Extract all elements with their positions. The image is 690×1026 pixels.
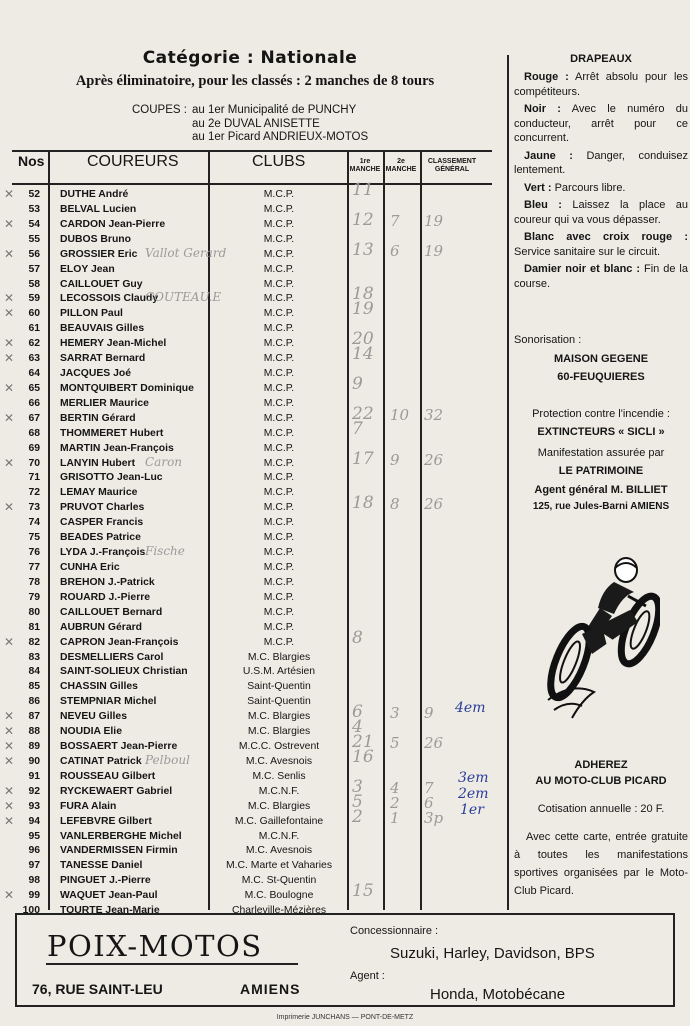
rider-club: M.C. Marte et Vaharies <box>225 860 333 872</box>
rider-name: STEMPNIAR Michel <box>60 696 157 708</box>
rider-name: NEVEU Gilles <box>60 711 127 723</box>
cross-mark-icon: ✕ <box>4 216 15 231</box>
rider-number: 74 <box>28 517 40 529</box>
rider-name: LEMAY Maurice <box>60 487 138 499</box>
rider-club: M.C.P. <box>263 517 295 529</box>
rider-number: 78 <box>28 576 40 588</box>
flag-item <box>514 70 688 99</box>
overall-result: 19 <box>424 241 444 260</box>
cross-mark-icon: ✕ <box>4 783 15 798</box>
rider-name: LYDA J.-François <box>60 547 146 559</box>
rider-club: M.C.P. <box>263 353 295 365</box>
table-row <box>0 590 500 605</box>
agent-line: Agent général M. BILLIET <box>534 484 668 496</box>
membership-card-text: Avec cette carte, entrée gratuite à toutes les manifestations sportives organisées par le Moto-Club Picard. <box>514 831 688 897</box>
membership-fee: Cotisation annuelle : 20 F. <box>537 803 665 815</box>
cross-mark-icon: ✕ <box>4 246 15 261</box>
flag-item <box>514 149 688 178</box>
table-row <box>0 470 500 485</box>
flag-item <box>514 102 688 146</box>
rider-number: 81 <box>28 621 40 633</box>
flag-label: Rouge : <box>524 71 569 83</box>
rider-number: 84 <box>28 666 40 678</box>
rider-name: CHASSIN Gilles <box>60 681 138 693</box>
table-row <box>0 873 500 888</box>
table-row <box>0 366 500 381</box>
heat1-result: 12 <box>352 209 374 230</box>
rider-number: 61 <box>28 323 40 335</box>
col-header-number: Nos <box>18 153 45 169</box>
heat2-result: 4 <box>390 778 400 797</box>
cross-mark-icon: ✕ <box>4 380 15 395</box>
table-row <box>0 545 500 560</box>
rider-number: 100 <box>22 905 40 917</box>
rider-club: M.C.P. <box>263 532 295 544</box>
rider-name: GROSSIER Eric <box>60 248 138 260</box>
heat1-result: 4 <box>352 717 363 738</box>
overall-result: 26 <box>424 450 444 469</box>
rider-club: M.C. Gaillefontaine <box>234 815 324 827</box>
flag-text: Danger, conduisez lentement. <box>514 149 689 176</box>
rider-name: TOURTE Jean-Marie <box>60 905 160 917</box>
heat2-result: 9 <box>390 450 400 469</box>
rider-number: 99 <box>28 890 40 902</box>
cross-mark-icon: ✕ <box>4 336 15 351</box>
heat1-result: 21 <box>352 732 374 753</box>
heat1-result: 20 <box>352 329 374 350</box>
rider-club: M.C.P. <box>263 203 295 215</box>
flags-list <box>514 70 688 294</box>
category-title: Catégorie : Nationale <box>142 48 358 68</box>
rider-name: CASPER Francis <box>60 517 144 529</box>
rider-name: VANLERBERGHE Michel <box>60 830 182 842</box>
rider-number: 95 <box>28 830 40 842</box>
rider-number: 57 <box>28 263 40 275</box>
heat1-result: 5 <box>352 791 363 812</box>
rider-name: PINGUET J.-Pierre <box>60 875 151 887</box>
overall-result: 26 <box>424 495 444 514</box>
join-title: ADHEREZ <box>574 759 628 771</box>
motorcycle-illustration <box>542 550 660 720</box>
rider-number: 67 <box>28 412 40 424</box>
rider-club: M.C.P. <box>263 636 295 648</box>
rider-number: 92 <box>28 785 40 797</box>
handwritten-note: Fische <box>145 544 185 559</box>
rider-number: 64 <box>28 368 40 380</box>
rider-name: JACQUES Joé <box>60 368 132 380</box>
overall-result: 26 <box>424 734 444 753</box>
rider-club: M.C.P. <box>263 278 295 290</box>
rider-number: 76 <box>28 547 40 559</box>
rider-name: DUBOS Bruno <box>60 233 131 245</box>
table-row <box>0 858 500 873</box>
heat2-result: 5 <box>390 734 400 753</box>
flag-label: Jaune : <box>524 149 573 162</box>
rider-name: HEMERY Jean-Michel <box>60 338 167 350</box>
overall-result: 32 <box>424 405 444 424</box>
rider-club: M.C.P. <box>263 189 295 200</box>
heat2-result: 2 <box>390 793 400 812</box>
agent-address: 125, rue Jules-Barni AMIENS <box>532 501 670 512</box>
table-row <box>0 829 500 844</box>
rider-club: M.C.N.F. <box>258 830 300 842</box>
flag-item <box>514 262 688 291</box>
rider-number: 90 <box>28 755 40 767</box>
rider-number: 55 <box>28 233 40 245</box>
rider-number: 71 <box>28 472 40 484</box>
cross-mark-icon: ✕ <box>4 187 15 201</box>
rider-club: M.C. Blargies <box>247 800 311 812</box>
col-header-riders: COUREURS <box>87 153 179 170</box>
rider-club: M.C. Avesnois <box>245 845 313 857</box>
flag-label: Vert : <box>524 181 552 194</box>
rider-name: CATINAT Patrick <box>60 755 142 767</box>
cross-mark-icon: ✕ <box>4 753 15 768</box>
race-subtitle: Après éliminatoire, pour les classés : 2 manches de 8 tours <box>75 73 435 89</box>
heat1-result: 17 <box>352 448 374 469</box>
rider-name: ROUARD J.-Pierre <box>60 591 151 603</box>
rider-name: LEFEBVRE Gilbert <box>60 815 152 827</box>
rider-name: VANDERMISSEN Firmin <box>60 845 178 857</box>
cross-mark-icon: ✕ <box>4 291 15 306</box>
rider-name: MERLIER Maurice <box>60 397 149 409</box>
rider-club: M.C.P. <box>263 338 295 350</box>
rider-name: WAQUET Jean-Paul <box>60 890 158 902</box>
rider-club: M.C.P. <box>263 576 295 588</box>
handwritten-placing: 2em <box>458 786 489 802</box>
flag-item <box>514 181 688 196</box>
flag-text: Parcours libre. <box>554 181 626 194</box>
rider-name: TANESSE Daniel <box>60 860 143 872</box>
rider-club: M.C.P. <box>263 427 295 439</box>
col-header-heat1: 1re MANCHE <box>349 158 381 173</box>
rider-number: 56 <box>28 248 40 260</box>
rider-club: M.C. St-Quentin <box>241 875 317 887</box>
overall-result: 9 <box>424 704 434 723</box>
rider-name: GRISOTTO Jean-Luc <box>60 472 163 484</box>
insurance-label: Manifestation assurée par <box>537 447 665 459</box>
rider-name: CARDON Jean-Pierre <box>60 218 166 230</box>
heat1-result: 8 <box>352 627 363 648</box>
rider-number: 69 <box>28 442 40 454</box>
rider-name: SAINT-SOLIEUX Christian <box>60 666 188 678</box>
cross-mark-icon: ✕ <box>4 798 15 813</box>
table-row <box>0 620 500 635</box>
rider-club: M.C.P. <box>263 308 295 320</box>
heat1-result: 13 <box>352 239 374 260</box>
rider-name: PILLON Paul <box>60 308 123 320</box>
rider-name: LANYIN Hubert <box>60 457 136 469</box>
shop-underline <box>46 963 298 965</box>
handwritten-note: COUTEAU.E <box>145 290 222 305</box>
rider-name: BERTIN Gérard <box>60 412 136 424</box>
rider-name: CAPRON Jean-François <box>60 636 179 648</box>
rider-club: M.C.P. <box>263 606 295 618</box>
heat1-result: 18 <box>352 284 374 305</box>
rider-club: M.C. Blargies <box>247 711 311 723</box>
rider-club: M.C. Senlis <box>252 770 306 782</box>
col-header-general: CLASSEMENT GÉNÉRAL <box>427 158 477 173</box>
rider-club: M.C.P. <box>263 382 295 394</box>
rider-number: 86 <box>28 696 40 708</box>
rider-number: 79 <box>28 591 40 603</box>
dealer-brands: Suzuki, Harley, Davidson, BPS <box>390 945 595 962</box>
heat1-result: 15 <box>352 881 374 902</box>
rider-number: 98 <box>28 875 40 887</box>
cross-mark-icon: ✕ <box>4 709 15 724</box>
cross-mark-icon: ✕ <box>4 455 15 470</box>
heat1-result: 22 <box>352 403 374 424</box>
rider-club: M.C. Blargies <box>247 726 311 738</box>
cross-mark-icon: ✕ <box>4 306 15 321</box>
sono-label: Sonorisation : <box>514 334 582 346</box>
heat1-result: 3 <box>352 776 363 797</box>
rider-number: 93 <box>28 800 40 812</box>
rider-name: CAILLOUET Bernard <box>60 606 163 618</box>
rider-name: DESMELLIERS Carol <box>60 651 164 663</box>
table-row <box>0 575 500 590</box>
cross-mark-icon: ✕ <box>4 351 15 366</box>
flag-text: Laissez la place au coureur qui va vous dépasser. <box>514 199 688 226</box>
flag-label: Bleu : <box>524 199 562 211</box>
rider-club: M.C.C. Ostrevent <box>238 741 320 753</box>
rider-club: M.C.P. <box>263 233 295 245</box>
flags-title: DRAPEAUX <box>570 53 632 65</box>
cross-mark-icon: ✕ <box>4 724 15 739</box>
flag-text: Fin de la course. <box>514 263 688 290</box>
table-row <box>0 180 500 202</box>
rider-name: SARRAT Bernard <box>60 353 146 365</box>
rider-club: M.C.P. <box>263 397 295 409</box>
rider-name: FURA Alain <box>60 800 117 812</box>
rider-club: M.C. Blargies <box>247 651 311 663</box>
rider-name: CAILLOUET Guy <box>60 278 143 290</box>
rider-club: Saint-Quentin <box>247 681 311 693</box>
rider-name: ELOY Jean <box>60 263 115 275</box>
handwritten-note: Pelboul <box>145 752 190 767</box>
rider-club: U.S.M. Artésien <box>242 666 316 678</box>
fire-label: Protection contre l'incendie : <box>532 408 670 420</box>
shop-name: POIX-MOTOS <box>47 929 263 963</box>
rider-number: 54 <box>28 218 40 230</box>
sidebar-divider <box>507 55 509 910</box>
shop-city: AMIENS <box>240 981 301 997</box>
shop-address: 76, RUE SAINT-LEU <box>32 981 163 997</box>
rider-club: Charleville-Mézières <box>231 905 327 917</box>
rider-club: Saint-Quentin <box>247 696 311 708</box>
agent-label: Agent : <box>350 970 385 982</box>
rider-name: CUNHA Eric <box>60 562 120 573</box>
rider-number: 62 <box>28 338 40 350</box>
table-row <box>0 843 500 858</box>
rider-name: BEAUVAIS Gilles <box>60 323 145 335</box>
rider-number: 83 <box>28 651 40 663</box>
rider-club: M.C.P. <box>263 502 295 514</box>
rider-name: BOSSAERT Jean-Pierre <box>60 741 178 753</box>
sono-name: MAISON GEGENE <box>553 353 649 365</box>
rider-club: M.C.P. <box>263 442 295 454</box>
heat1-result: 9 <box>352 373 363 394</box>
rider-number: 66 <box>28 397 40 409</box>
heat1-result: 18 <box>352 493 374 514</box>
fire-name: EXTINCTEURS « SICLI » <box>537 426 665 438</box>
heat2-result: 1 <box>390 808 400 827</box>
rider-name: BEADES Patrice <box>60 532 141 544</box>
table-row <box>0 650 500 665</box>
dealer-label: Concessionnaire : <box>350 925 439 937</box>
flag-label: Noir : <box>524 103 561 115</box>
rider-name: ROUSSEAU Gilbert <box>60 770 156 782</box>
overall-result: 3p <box>424 808 444 827</box>
rider-number: 88 <box>28 726 40 738</box>
rider-club: M.C.P. <box>263 368 295 380</box>
heat1-result: 6 <box>352 702 363 723</box>
rider-number: 91 <box>28 770 40 782</box>
rider-club: M.C.P. <box>263 621 295 633</box>
flag-label: Damier noir et blanc : <box>524 263 641 275</box>
rider-club: M.C.P. <box>263 591 295 603</box>
rider-number: 58 <box>28 278 40 290</box>
overall-result: 19 <box>424 211 444 230</box>
rider-name: MONTQUIBERT Dominique <box>60 382 194 394</box>
rider-name: DUTHE André <box>60 189 129 200</box>
rider-name: LECOSSOIS Claudy <box>60 293 159 305</box>
rider-number: 70 <box>28 457 40 469</box>
heat2-result: 6 <box>390 241 400 260</box>
join-subtitle: AU MOTO-CLUB PICARD <box>535 775 667 787</box>
heat1-result: 14 <box>352 344 374 365</box>
table-row <box>0 664 500 679</box>
table-row <box>0 515 500 530</box>
flag-label: Blanc avec croix rouge : <box>524 231 688 243</box>
rider-club: M.C.P. <box>263 248 295 260</box>
insurance-name: LE PATRIMOINE <box>558 465 644 477</box>
rider-name: PRUVOT Charles <box>60 502 145 514</box>
table-row <box>0 262 500 277</box>
heat1-result: 19 <box>352 299 374 320</box>
printer-credit: Imprimerie JUNCHANS — PONT-DE-METZ <box>276 1014 414 1021</box>
rider-club: M.C.P. <box>263 218 295 230</box>
rider-number: 52 <box>28 189 40 200</box>
cross-mark-icon: ✕ <box>4 634 15 649</box>
heat2-result: 3 <box>390 704 400 723</box>
rider-club: M.C. Avesnois <box>245 755 313 767</box>
table-row <box>0 321 500 336</box>
rider-name: BELVAL Lucien <box>60 203 137 215</box>
rider-number: 72 <box>28 487 40 499</box>
overall-result: 7 <box>424 778 434 797</box>
heat1-result: 16 <box>352 746 374 767</box>
rider-number: 60 <box>28 308 40 320</box>
heat1-result: 7 <box>352 418 363 439</box>
rider-number: 75 <box>28 532 40 544</box>
cup-line: au 1er Municipalité de PUNCHY <box>192 104 357 116</box>
rider-name: BREHON J.-Patrick <box>60 576 155 588</box>
rider-number: 59 <box>28 293 40 305</box>
overall-result: 6 <box>424 793 434 812</box>
rider-name: THOMMERET Hubert <box>60 427 164 439</box>
cross-mark-icon: ✕ <box>4 410 15 425</box>
heat1-result: 2 <box>352 806 363 827</box>
table-row <box>0 530 500 545</box>
table-row <box>0 679 500 694</box>
flag-text: Service sanitaire sur le circuit. <box>514 245 661 258</box>
cup-line: au 2e DUVAL ANISETTE <box>192 117 320 130</box>
rider-number: 82 <box>28 636 40 648</box>
rider-club: M.C.P. <box>263 457 295 469</box>
rider-club: M.C. Boulogne <box>244 890 314 902</box>
cross-mark-icon: ✕ <box>4 813 15 828</box>
flag-text: Avec le numéro du conducteur, arrêt pour ce concurrent. <box>514 103 688 144</box>
flag-text: Arrêt absolu pour les compétiteurs. <box>514 71 689 98</box>
col-header-heat2: 2e MANCHE <box>385 158 417 173</box>
table-row <box>0 605 500 620</box>
handwritten-placing: 1er <box>460 802 484 818</box>
table-row <box>0 277 500 292</box>
rider-number: 53 <box>28 203 40 215</box>
rider-number: 89 <box>28 741 40 753</box>
rider-number: 96 <box>28 845 40 857</box>
rider-club: M.C.P. <box>263 323 295 335</box>
cup-line: au 1er Picard ANDRIEUX-MOTOS <box>192 131 369 143</box>
rider-club: M.C.P. <box>263 487 295 499</box>
rider-number: 87 <box>28 711 40 723</box>
heat1-result: 11 <box>352 180 374 200</box>
heat2-result: 8 <box>390 495 400 514</box>
rider-name: NOUDIA Elie <box>60 726 122 738</box>
cross-mark-icon: ✕ <box>4 888 15 903</box>
cross-mark-icon: ✕ <box>4 739 15 754</box>
rider-club: M.C.P. <box>263 547 295 559</box>
rider-number: 77 <box>28 562 40 573</box>
rider-number: 63 <box>28 353 40 365</box>
flag-item <box>514 230 688 259</box>
handwritten-note: Caron <box>145 454 183 469</box>
rider-club: M.C.N.F. <box>258 785 300 797</box>
agent-brands: Honda, Motobécane <box>430 986 566 1003</box>
rider-number: 85 <box>28 681 40 693</box>
rider-club: M.C.P. <box>263 263 295 275</box>
rider-club: M.C.P. <box>263 562 295 573</box>
rider-number: 65 <box>28 382 40 394</box>
cups-label: COUPES : <box>132 104 187 116</box>
rider-name: MARTIN Jean-François <box>60 442 174 454</box>
rider-name: AUBRUN Gérard <box>60 621 142 633</box>
handwritten-note: Vallot Gerard <box>145 245 227 260</box>
sono-city: 60-FEUQUIERES <box>557 371 645 383</box>
rider-number: 73 <box>28 502 40 514</box>
rider-club: M.C.P. <box>263 472 295 484</box>
handwritten-placing: 3em <box>458 770 489 786</box>
rider-number: 68 <box>28 427 40 439</box>
heat2-result: 10 <box>390 405 410 424</box>
heat2-result: 7 <box>390 211 400 230</box>
table-row <box>0 560 500 575</box>
rider-number: 94 <box>28 815 40 827</box>
flag-item <box>514 198 688 227</box>
col-header-clubs: CLUBS <box>252 153 306 170</box>
rider-name: RYCKEWAERT Gabriel <box>60 785 173 797</box>
rider-number: 97 <box>28 860 40 872</box>
rider-number: 80 <box>28 606 40 618</box>
handwritten-placing: 4em <box>455 700 486 716</box>
rider-club: M.C.P. <box>263 412 295 424</box>
rider-club: M.C.P. <box>263 293 295 305</box>
cross-mark-icon: ✕ <box>4 500 15 515</box>
